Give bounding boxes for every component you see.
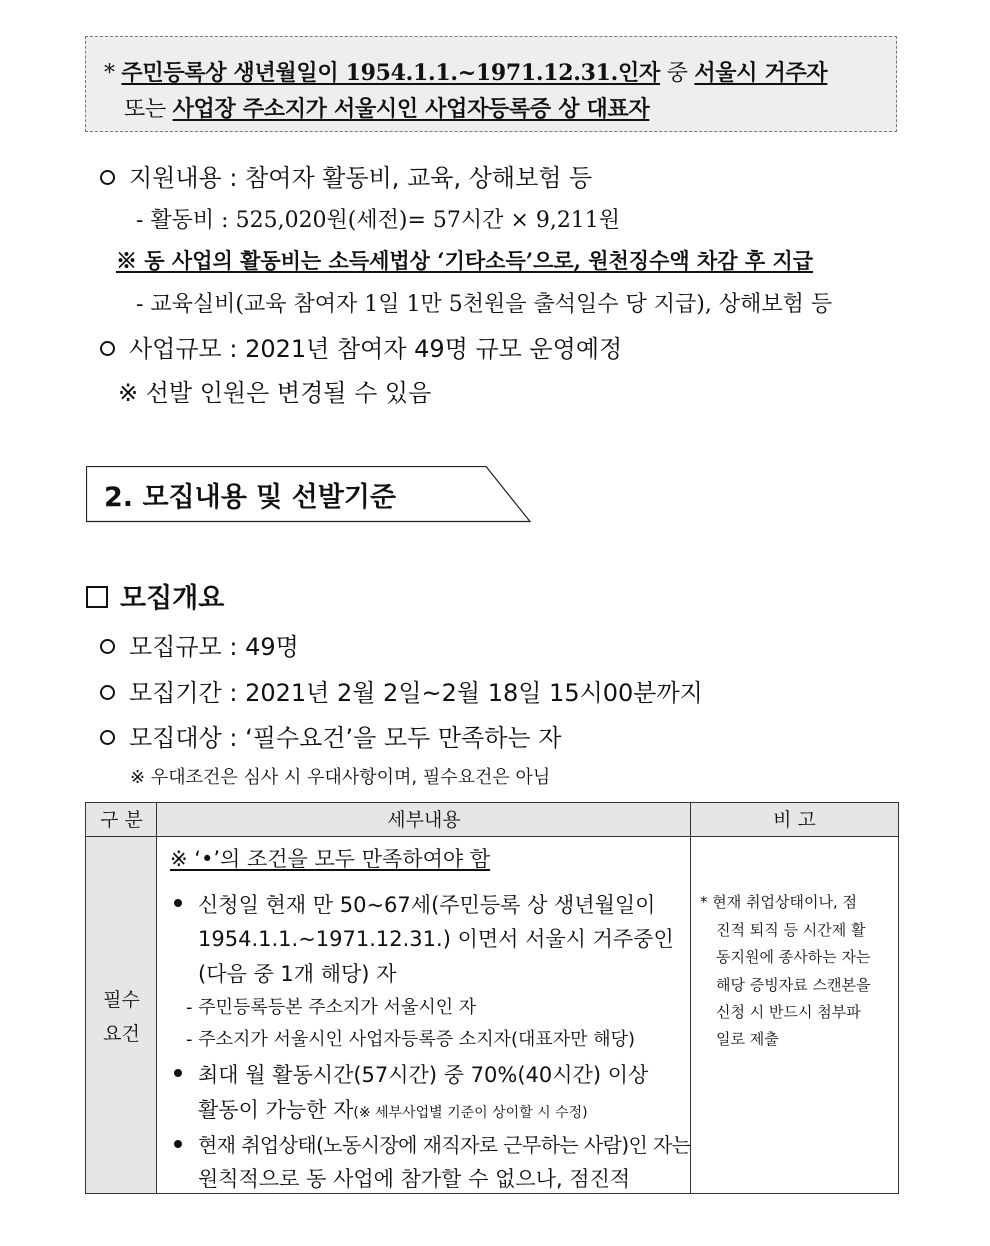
requirements-table bbox=[85, 802, 899, 1194]
recruit-target: 모집대상 : ‘필수요건’을 모두 만족하는 자 bbox=[100, 718, 561, 753]
header-details: 세부내용 bbox=[157, 803, 691, 837]
activity-fee: - 활동비 : 525,020원(세전)= 57시간 × 9,211원 bbox=[136, 208, 621, 233]
support-contents: 지원내용 : 참여자 활동비, 교육, 상해보험 등 bbox=[100, 158, 592, 193]
bullet-icon bbox=[174, 899, 182, 907]
business-owner-clause: 사업장 주소지가 서울시인 사업자등록증 상 대표자 bbox=[172, 96, 650, 122]
recruit-size: 모집규모 : 49명 bbox=[100, 627, 299, 662]
requirement-employment: 현재 취업상태(노동시장에 재직자로 근무하는 사람)인 자는 bbox=[174, 1129, 690, 1158]
recruit-period: 모집기간 : 2021년 2월 2일~2월 18일 15시00분까지 bbox=[100, 673, 703, 708]
section-title-outline bbox=[86, 466, 532, 523]
remark-line-2: 진적 퇴직 등 시간제 활 bbox=[716, 921, 866, 939]
seoul-resident: 서울시 거주자 bbox=[694, 60, 828, 86]
section-2-title: 2. 모집내용 및 선발기준 bbox=[104, 482, 396, 513]
requirement-age: 신청일 현재 만 50~67세(주민등록 상 생년월일이 bbox=[174, 889, 655, 919]
requirement-hours-line2: 활동이 가능한 자(※ 세부사업별 기준이 상이할 시 수정) bbox=[198, 1098, 588, 1122]
requirement-age-line2: 1954.1.1.~1971.12.31.) 이면서 서울시 거주중인 bbox=[198, 927, 674, 951]
circle-bullet-icon bbox=[100, 341, 115, 356]
requirement-employment-line2: 원칙적으로 동 사업에 참가할 수 없으나, 점진적 bbox=[198, 1167, 631, 1191]
project-scale: 사업규모 : 2021년 참여자 49명 규모 운영예정 bbox=[100, 329, 622, 364]
requirement-sub-2: - 주소지가 서울시인 사업자등록증 소지자(대표자만 해당) bbox=[186, 1029, 636, 1050]
recruit-heading: 모집개요 bbox=[86, 576, 224, 615]
scale-note: ※ 선발 인원은 변경될 수 있음 bbox=[118, 379, 432, 407]
remark-line-1: * 현재 취업상태이나, 점 bbox=[700, 893, 857, 911]
preferred-note: ※ 우대조건은 심사 시 우대사항이며, 필수요건은 아님 bbox=[130, 767, 551, 788]
birthdate-range: 주민등록상 생년월일이 1954.1.1.~1971.12.31.인자 bbox=[121, 60, 660, 86]
header-category: 구 분 bbox=[86, 803, 157, 837]
header-remarks: 비 고 bbox=[691, 803, 898, 837]
bullet-icon bbox=[174, 1069, 182, 1077]
remark-line-3: 동지원에 종사하는 자는 bbox=[716, 948, 871, 966]
circle-bullet-icon bbox=[100, 730, 115, 745]
education-expense: - 교육실비(교육 참여자 1일 1만 5천원을 출석일수 당 지급), 상해보험 등 bbox=[136, 292, 833, 317]
note-line-2: 또는 사업장 주소지가 서울시인 사업자등록증 상 대표자 bbox=[124, 96, 650, 122]
remark-line-4: 해당 증빙자료 스캔본을 bbox=[716, 976, 871, 994]
circle-bullet-icon bbox=[100, 170, 115, 185]
checkbox-square-icon bbox=[86, 586, 108, 608]
note-line-1: * 주민등록상 생년월일이 1954.1.1.~1971.12.31.인자 중 서울시 거주자 bbox=[104, 60, 828, 86]
requirement-sub-1: - 주민등록등본 주소지가 서울시인 자 bbox=[186, 997, 477, 1018]
category-label-1: 필수 bbox=[103, 989, 140, 1011]
remark-line-5: 신청 시 반드시 첨부파 bbox=[716, 1003, 861, 1021]
circle-bullet-icon bbox=[100, 639, 115, 654]
bullet-icon bbox=[174, 1140, 182, 1148]
condition-intro: ※ ‘•’의 조건을 모두 만족하여야 함 bbox=[170, 847, 491, 871]
requirement-age-line3: (다음 중 1개 해당) 자 bbox=[198, 962, 397, 986]
category-label-2: 요건 bbox=[103, 1023, 140, 1045]
requirement-hours: 최대 월 활동시간(57시간) 중 70%(40시간) 이상 bbox=[174, 1059, 648, 1089]
circle-bullet-icon bbox=[100, 685, 115, 700]
activity-fee-note: ※ 동 사업의 활동비는 소득세법상 ‘기타소득’으로, 원천징수액 차감 후 지급 bbox=[116, 248, 814, 273]
remark-line-6: 일로 제출 bbox=[716, 1030, 779, 1048]
